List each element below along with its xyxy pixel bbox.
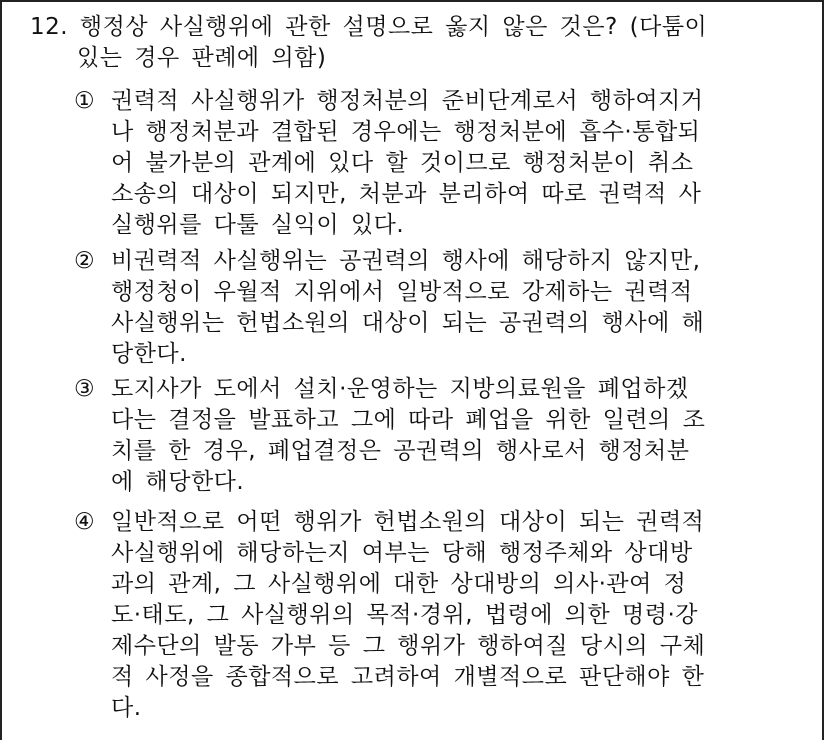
option-text-line: 실행위를 다툴 실익이 있다. xyxy=(111,212,405,238)
option-text-line: 소송의 대상이 되지만, 처분과 분리하여 따로 권력적 사 xyxy=(111,181,702,207)
question-line: 12. 행정상 사실행위에 관한 설명으로 옳지 않은 것은? (다툼이 xyxy=(30,14,708,40)
option-text-line: 어 불가분의 관계에 있다 할 것이므로 행정처분이 취소 xyxy=(111,150,694,176)
option-text-line: 제수단의 발동 가부 등 그 행위가 행하여질 당시의 구체 xyxy=(111,633,706,659)
answer-option-1[interactable] xyxy=(74,86,774,241)
option-text-line: 권력적 사실행위가 행정처분의 준비단계로서 행하여지거 xyxy=(111,88,704,114)
option-number: ① xyxy=(74,88,96,114)
option-text-line: 나 행정처분과 결합된 경우에는 행정처분에 흡수·통합되 xyxy=(111,119,701,145)
option-text-line: 일반적으로 어떤 행위가 헌법소원의 대상이 되는 권력적 xyxy=(111,509,705,535)
option-text-line: 사실행위에 해당하는지 여부는 당해 행정주체와 상대방 xyxy=(111,540,693,566)
option-text-line: 당한다. xyxy=(111,341,187,367)
option-text-line: 치를 한 경우, 폐업결정은 공권력의 행사로서 행정처분 xyxy=(111,438,690,464)
option-text-line: 에 해당한다. xyxy=(111,469,245,495)
option-text-line: 적 사정을 종합적으로 고려하여 개별적으로 판단해야 한 xyxy=(111,664,705,690)
option-text-line: 도·태도, 그 사실행위의 목적·경위, 법령에 의한 명령·강 xyxy=(111,602,698,628)
option-text-line: 도지사가 도에서 설치·운영하는 지방의료원을 폐업하겠 xyxy=(111,376,689,402)
option-text-line: 사실행위는 헌법소원의 대상이 되는 공권력의 행사에 해 xyxy=(111,310,705,336)
question-stem xyxy=(30,12,790,74)
answer-option-4[interactable] xyxy=(74,507,774,724)
option-text-line: 다는 결정을 발표하고 그에 따라 폐업을 위한 일련의 조 xyxy=(111,407,706,433)
answer-option-3[interactable] xyxy=(74,374,774,498)
option-number: ④ xyxy=(74,509,96,535)
answer-option-2[interactable] xyxy=(74,246,774,370)
question-line: 있는 경우 판례에 의함) xyxy=(77,45,327,71)
option-number: ③ xyxy=(74,376,96,402)
option-text-line: 비권력적 사실행위는 공권력의 행사에 해당하지 않지만, xyxy=(111,248,701,274)
option-text-line: 다. xyxy=(111,695,142,721)
option-number: ② xyxy=(74,248,96,274)
option-text-line: 행정청이 우월적 지위에서 일방적으로 강제하는 권력적 xyxy=(111,279,693,305)
option-text-line: 과의 관계, 그 사실행위에 대한 상대방의 의사·관여 정 xyxy=(111,571,687,597)
